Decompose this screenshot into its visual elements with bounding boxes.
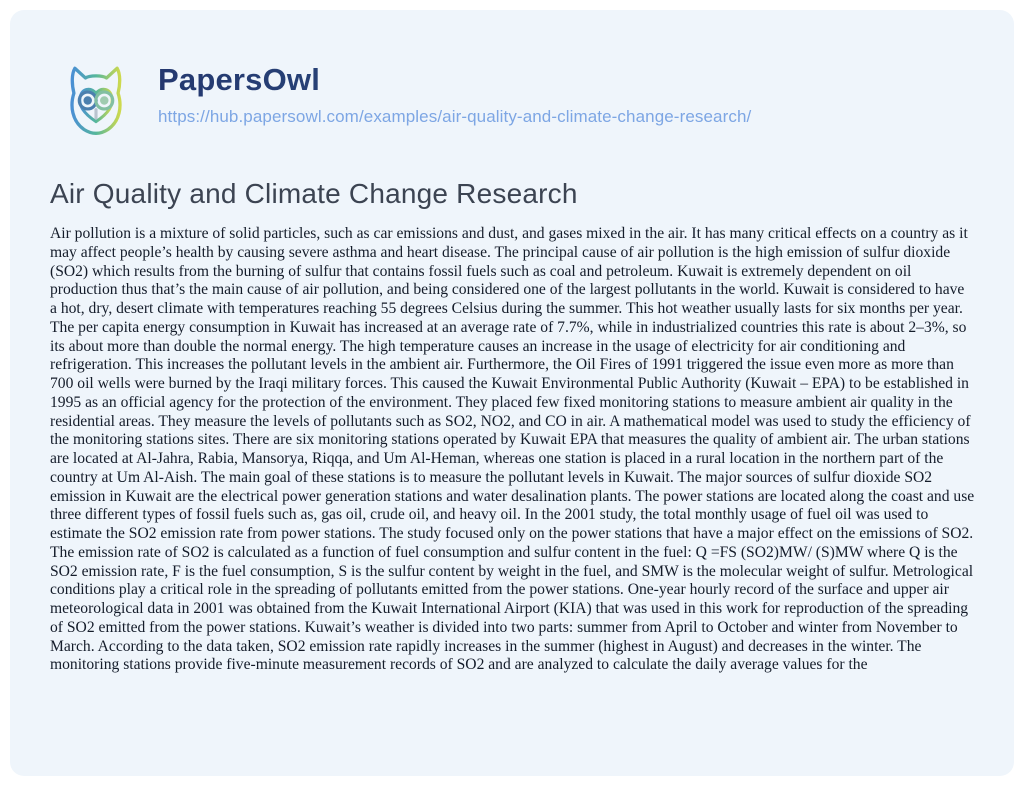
article-title: Air Quality and Climate Change Research <box>50 178 578 209</box>
source-url-link[interactable]: https://hub.papersowl.com/examples/air-quality-and-climate-change-research/ <box>158 107 752 126</box>
site-header <box>50 60 974 152</box>
page-card <box>10 10 1014 776</box>
brand-block <box>158 60 751 127</box>
owl-logo-icon <box>50 60 142 152</box>
article-body: Air pollution is a mixture of solid particles, such as car emissions and dust, and gases mixed in the air. It has many critical effects on a country as it may affect people’s health by causing severe asthma and heart disease. The principal cause of air pollution is the high emission of sulfur dioxide (SO2) which results from the burning of sulfur that contains fossil fuels such as coal and petroleum. Kuwait is extremely dependent on oil production thus that’s the main cause of air pollution, and being considered one of the largest pollutants in the world. Kuwait is considered to have a hot, dry, desert climate with temperatures reaching 55 degrees Celsius during the summer. This hot weather usually lasts for six months per year. The per capita energy consumption in Kuwait has increased at an average rate of 7.7%, while in industrialized countries this rate is about 2–3%, so its about more than double the normal energy. The high temperature causes an increase in the usage of electricity for air conditioning and refrigeration. This increases the pollutant levels in the ambient air. Furthermore, the Oil Fires of 1991 triggered the issue even more as more than 700 oil wells were burned by the Iraqi military forces. This caused the Kuwait Environmental Public Authority (Kuwait – EPA) to be established in 1995 as an official agency for the protection of the environment. They placed few fixed monitoring stations to measure ambient air quality in the residential areas. They measure the levels of pollutants such as SO2, NO2, and CO in air. A mathematical model was used to study the efficiency of the monitoring stations sites. There are six monitoring stations operated by Kuwait EPA that measures the quality of ambient air. The urban stations are located at Al-Jahra, Rabia, Mansorya, Riqqa, and Um Al-Heman, whereas one station is placed in a rural location in the northern part of the country at Um Al-Aish. The main goal of these stations is to measure the pollutant levels in Kuwait. The major sources of sulfur dioxide SO2 emission in Kuwait are the electrical power generation stations and water desalination plants. The power stations are located along the coast and use three different types of fossil fuels such as, gas oil, crude oil, and heavy oil. In the 2001 study, the total monthly usage of fuel oil was used to estimate the SO2 emission rate from power stations. The study focused only on the power stations that have a major effect on the emissions of SO2. The emission rate of SO2 is calculated as a function of fuel consumption and sulfur content in the fuel: Q =FS (SO2)MW/ (S)MW where Q is the SO2 emission rate, F is the fuel consumption, S is the sulfur content by weight in the fuel, and SMW is the molecular weight of sulfur. Metrological conditions play a critical role in the spreading of pollutants emitted from the power stations. One-year hourly record of the surface and upper air meteorological data in 2001 was obtained from the Kuwait International Airport (KIA) that was used in this work for reproduction of the spreading of SO2 emitted from the power stations. Kuwait’s weather is divided into two parts: summer from April to October and winter from November to March. According to the data taken, SO2 emission rate rapidly increases in the summer (highest in August) and decreases in the winter. The monitoring stations provide five-minute measurement records of SO2 and are analyzed to calculate the daily average values for the <box>50 225 975 674</box>
brand-name: PapersOwl <box>158 62 751 98</box>
